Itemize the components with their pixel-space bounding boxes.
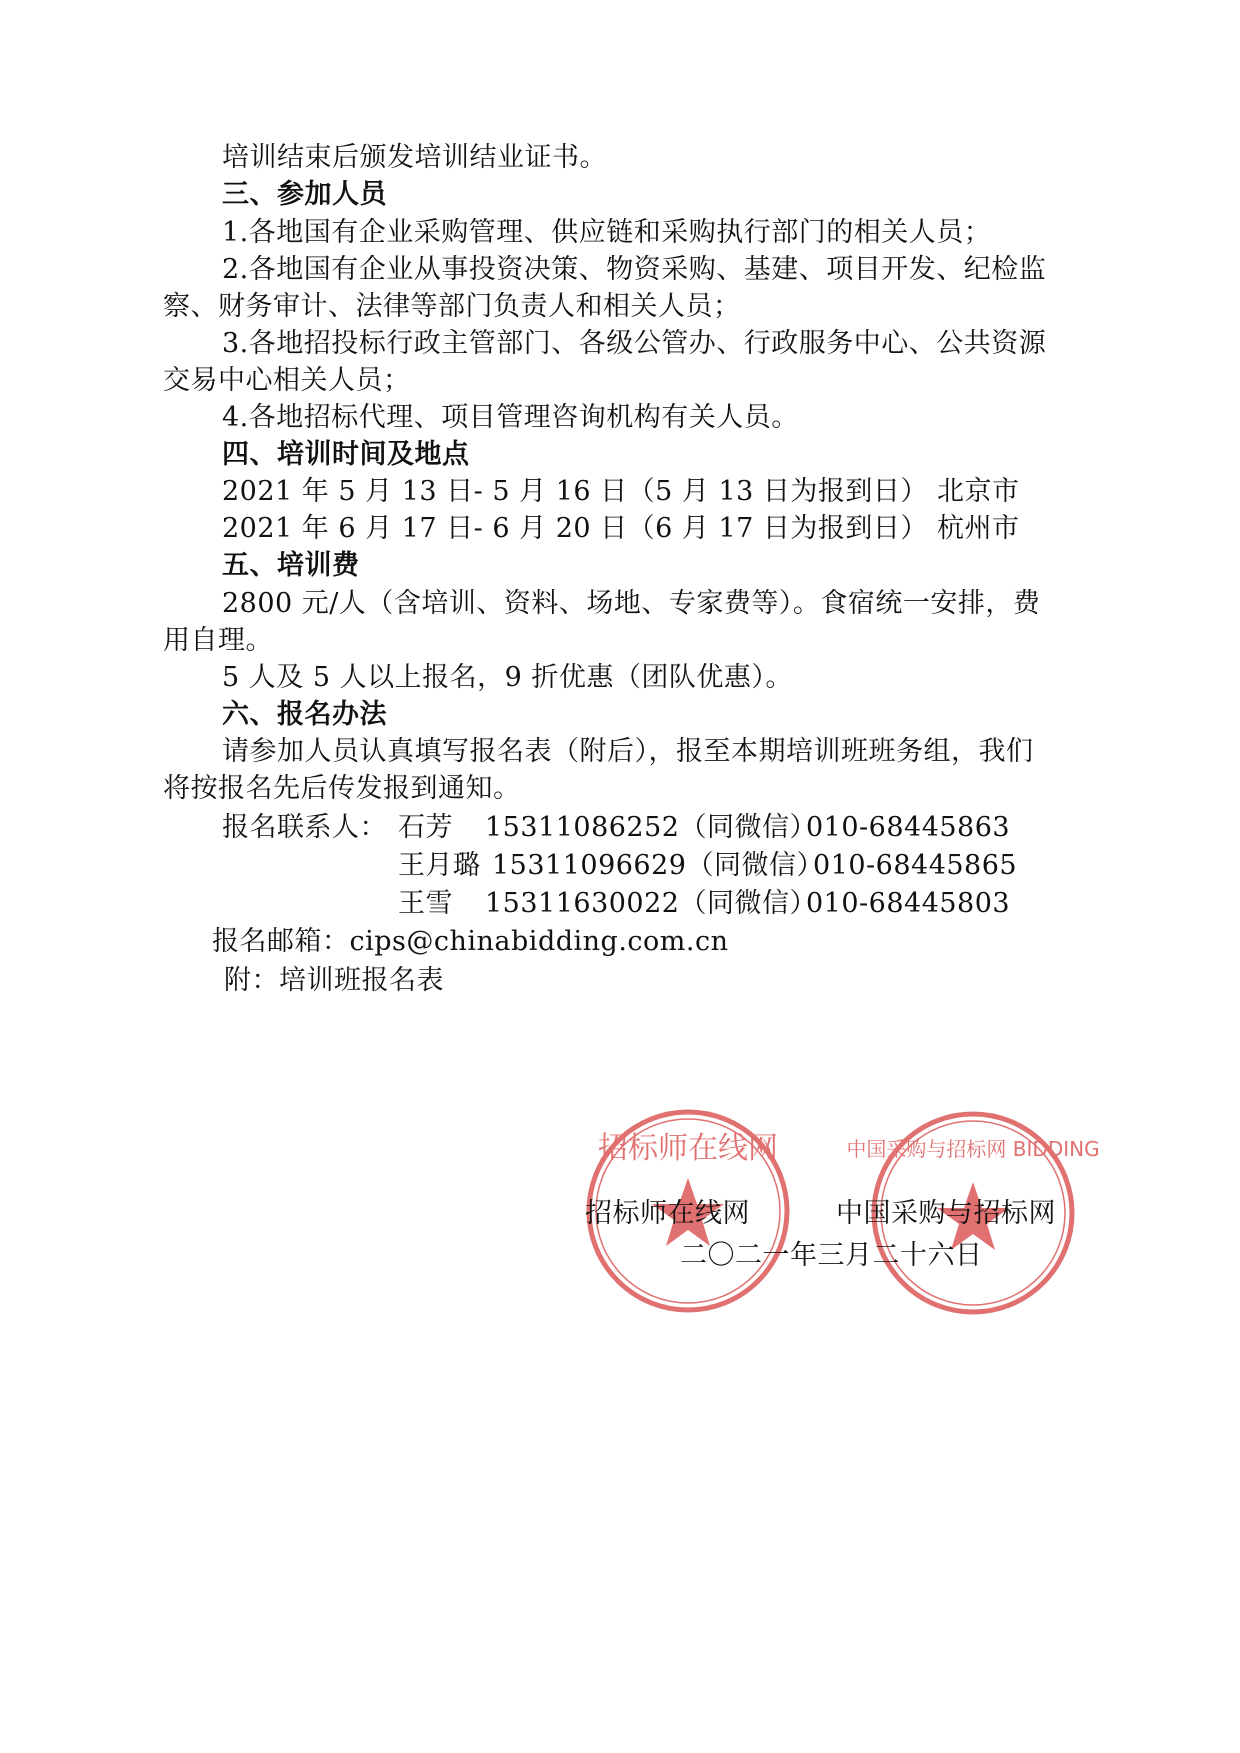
contacts-label: 报名联系人： (222, 812, 387, 843)
contact-phone: 010-68445863 (806, 812, 1011, 843)
contact-name: 王月璐 (398, 850, 481, 881)
paragraph-line: 培训结束后颁发培训结业证书。 (222, 142, 607, 173)
contact-phone: 010-68445865 (813, 850, 1018, 881)
paragraph-line: 3.各地招投标行政主管部门、各级公管办、行政服务中心、公共资源 (222, 328, 1047, 359)
signature-org-1: 招标师在线网 (585, 1198, 750, 1229)
seal-2-text: 中国采购与招标网 BIDDING (846, 1137, 1100, 1161)
paragraph-line: 用自理。 (163, 625, 273, 656)
contact-mobile: 15311086252（同微信） (485, 812, 817, 843)
paragraph-line: 交易中心相关人员； (163, 365, 411, 396)
paragraph-line: 5 人及 5 人以上报名，9 折优惠（团队优惠）。 (222, 662, 793, 693)
schedule-line-hangzhou: 2021 年 6 月 17 日- 6 月 20 日（6 月 17 日为报到日） 杭州市 (222, 513, 1020, 544)
paragraph-line: 将按报名先后传发报到通知。 (163, 773, 521, 804)
contact-name: 王雪 (398, 888, 453, 919)
contact-mobile: 15311630022（同微信） (485, 888, 817, 919)
section-heading: 五、培训费 (222, 550, 360, 581)
schedule-line-beijing: 2021 年 5 月 13 日- 5 月 16 日（5 月 13 日为报到日） 北京市 (222, 476, 1020, 507)
email-line: 报名邮箱：cips@chinabidding.com.cn (212, 926, 729, 957)
attachment-line: 附：培训班报名表 (224, 965, 444, 996)
paragraph-line: 2.各地国有企业从事投资决策、物资采购、基建、项目开发、纪检监 (222, 254, 1047, 285)
contact-mobile: 15311096629（同微信） (492, 850, 824, 881)
paragraph-line: 请参加人员认真填写报名表（附后），报至本期培训班班务组，我们 (222, 736, 1034, 767)
signature-date: 二〇二一年三月二十六日 (680, 1240, 983, 1271)
contact-name: 石芳 (398, 812, 453, 843)
section-heading: 四、培训时间及地点 (222, 439, 470, 470)
paragraph-line: 4.各地招标代理、项目管理咨询机构有关人员。 (222, 402, 799, 433)
paragraph-line: 2800 元/人（含培训、资料、场地、专家费等）。食宿统一安排，费 (222, 588, 1041, 619)
section-heading: 三、参加人员 (222, 179, 387, 210)
contact-phone: 010-68445803 (806, 888, 1011, 919)
signature-org-2: 中国采购与招标网 (836, 1198, 1056, 1229)
section-heading: 六、报名办法 (222, 699, 387, 730)
paragraph-line: 1.各地国有企业采购管理、供应链和采购执行部门的相关人员； (222, 217, 992, 248)
paragraph-line: 察、财务审计、法律等部门负责人和相关人员； (163, 291, 741, 322)
seal-1-text: 招标师在线网 (598, 1131, 778, 1166)
